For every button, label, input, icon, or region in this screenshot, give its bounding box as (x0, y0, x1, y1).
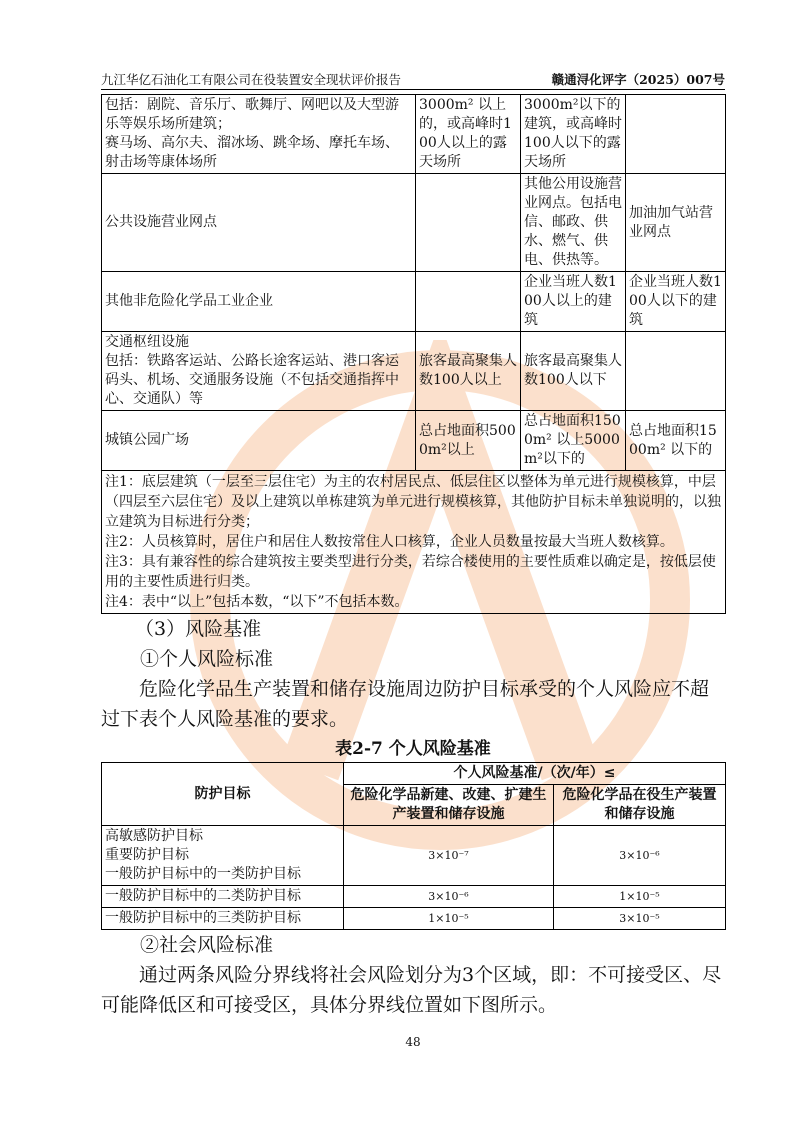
page-header (101, 70, 725, 90)
table-cell: 一般防护目标中的二类防护目标 (102, 886, 344, 908)
table-row (102, 908, 726, 930)
individual-risk-table (101, 762, 726, 930)
table-cell: 3×10⁻⁶ (554, 826, 726, 886)
table-cell: 总占地面积5000m²以上 (416, 411, 521, 471)
note-4: 注4：表中“以上”包括本数，“以下”不包括本数。 (105, 594, 409, 610)
table-cell: 3000m²以下的建筑，或高峰时100人以下的露天场所 (521, 95, 626, 174)
table-caption: 表2-7 个人风险基准 (335, 739, 491, 759)
table-row (102, 826, 726, 886)
header-existing-facilities: 危险化学品在役生产装置和储存设施 (554, 785, 726, 826)
table-cell: 公共设施营业网点 (102, 174, 416, 272)
table-cell (416, 174, 521, 272)
table-cell (626, 332, 726, 411)
header-risk-criteria: 个人风险基准/（次/年）≤ (344, 763, 726, 785)
table-notes (102, 471, 726, 614)
page-number: 48 (405, 1035, 421, 1049)
table-cell: 高敏感防护目标 重要防护目标 一般防护目标中的一类防护目标 (102, 826, 344, 886)
notes-row (102, 471, 726, 614)
table-cell: 1×10⁻⁵ (344, 908, 554, 930)
table-cell: 加油加气站营业网点 (626, 174, 726, 272)
table-cell: 旅客最高聚集人数100人以下 (521, 332, 626, 411)
table-row (102, 174, 726, 272)
subsection-heading: ①个人风险标准 (140, 648, 274, 670)
table-cell: 3000m² 以上的，或高峰时100人以上的露天场所 (416, 95, 521, 174)
table-cell: 3×10⁻⁵ (554, 908, 726, 930)
note-3: 注3：具有兼容性的综合建筑按主要类型进行分类，若综合楼使用的主要性质难以确定是，按低层使用的主要性质进行归类。 (105, 554, 716, 590)
table-cell: 其他非危险化学品工业企业 (102, 272, 416, 332)
table-cell: 3×10⁻⁶ (344, 886, 554, 908)
table-cell: 总占地面积1500m² 以上5000m²以下的 (521, 411, 626, 471)
table-cell: 城镇公园广场 (102, 411, 416, 471)
table-cell: 包括：剧院、音乐厅、歌舞厅、网吧以及大型游乐等娱乐场所建筑； 赛马场、高尔夫、溜冰场、跳伞场、摩托车场、射击场等康体场所 (102, 95, 416, 174)
table-cell (626, 95, 726, 174)
table-row (102, 411, 726, 471)
table-cell: 3×10⁻⁷ (344, 826, 554, 886)
subsection-heading: ②社会风险标准 (140, 934, 274, 956)
header-target: 防护目标 (102, 763, 344, 826)
table-row (102, 272, 726, 332)
note-1: 注1：底层建筑（一层至三层住宅）为主的农村居民点、低层住区以整体为单元进行规模核算，中层（四层至六层住宅）及以上建筑以单栋建筑为单元进行规模核算，其他防护目标未单独说明的，以独立建筑为目标进行分类； (105, 474, 721, 530)
table-cell: 企业当班人数100人以下的建筑 (626, 272, 726, 332)
table-row (102, 886, 726, 908)
section-heading: （3）风险基准 (135, 618, 262, 640)
paragraph: 通过两条风险分界线将社会风险划分为3个区域，即：不可接受区、尽可能降低区和可接受区，具体分界线位置如下图所示。 (101, 964, 722, 1016)
paragraph: 危险化学品生产装置和储存设施周边防护目标承受的个人风险应不超过下表个人风险基准的要求。 (101, 678, 710, 730)
document-number: 赣通浔化评字（2025）007号 (551, 72, 725, 87)
table-cell: 总占地面积1500m² 以下的 (626, 411, 726, 471)
page-content (101, 0, 725, 1090)
table-row (102, 332, 726, 411)
note-2: 注2：人员核算时，居住户和居住人数按常住人口核算，企业人员数量按最大当班人数核算。 (105, 534, 674, 550)
table-cell: 一般防护目标中的三类防护目标 (102, 908, 344, 930)
protection-target-table (101, 94, 726, 614)
report-title: 九江华亿石油化工有限公司在役装置安全现状评价报告 (101, 72, 402, 87)
table-row (102, 95, 726, 174)
table-cell: 其他公用设施营业网点。包括电信、邮政、供水、燃气、供电、供热等。 (521, 174, 626, 272)
table-cell: 1×10⁻⁵ (554, 886, 726, 908)
table-cell: 交通枢纽设施 包括：铁路客运站、公路长途客运站、港口客运码头、机场、交通服务设施（不包括交通指挥中心、交通队）等 (102, 332, 416, 411)
table-cell: 旅客最高聚集人数100人以上 (416, 332, 521, 411)
table-cell (416, 272, 521, 332)
table-cell: 企业当班人数100人以上的建筑 (521, 272, 626, 332)
header-new-facilities: 危险化学品新建、改建、扩建生产装置和储存设施 (344, 785, 554, 826)
